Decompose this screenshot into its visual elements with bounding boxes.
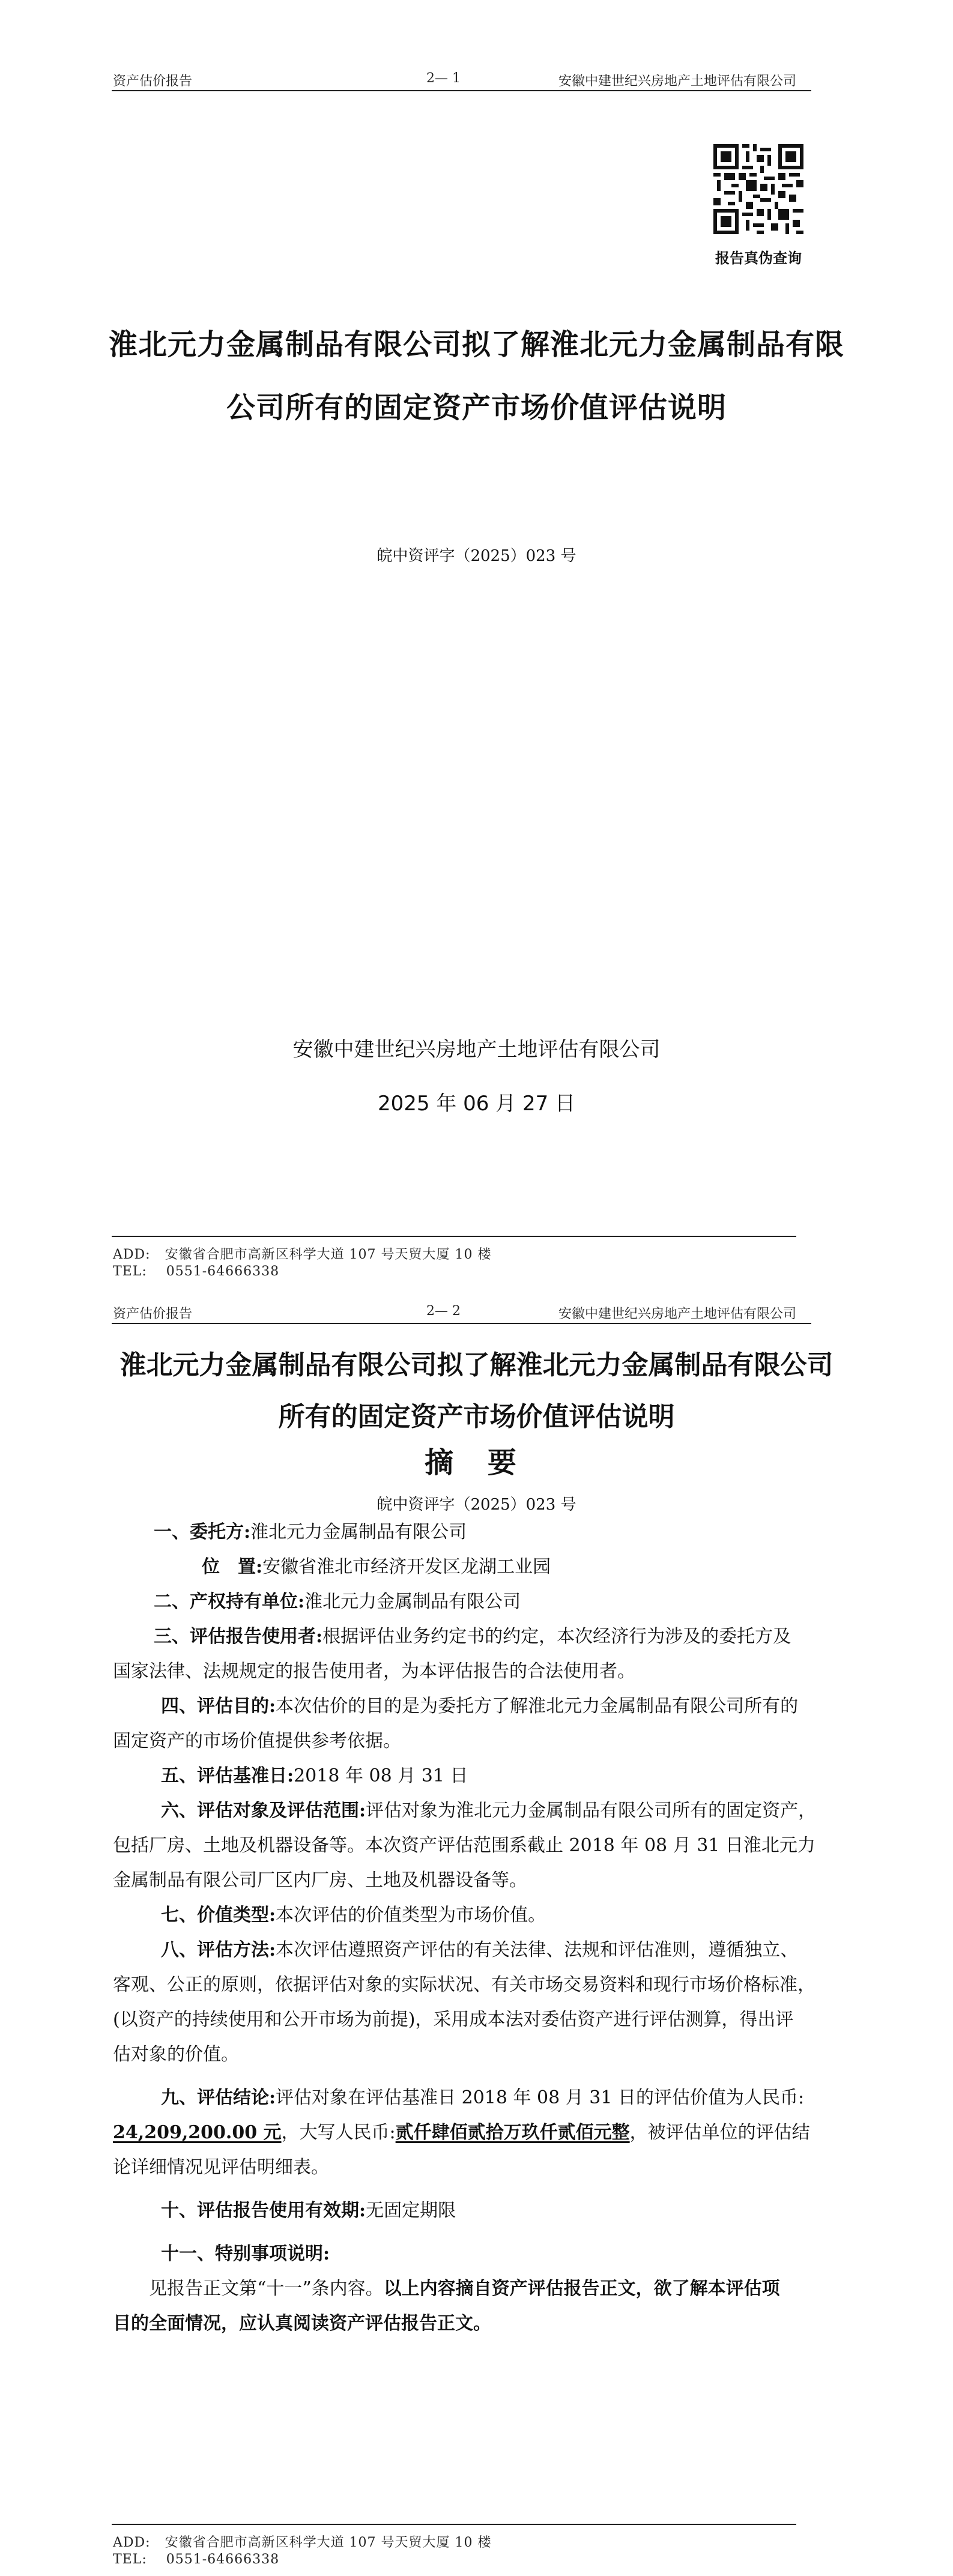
section-conclusion <box>113 2081 841 2185</box>
header-left: 资产估价报告 <box>113 74 193 89</box>
footer-address-value: 安徽省合肥市高新区科学大道 107 号天贸大厦 10 楼 <box>165 1247 492 1262</box>
footer-tel-label: TEL: <box>113 1264 147 1279</box>
summary-report-number: 皖中资评字（2025）023 号 <box>377 1496 576 1514</box>
section-label: 二、产权持有单位: <box>154 1591 305 1612</box>
section-client <box>113 1515 841 1550</box>
section-text-line: 见报告正文第“十一”条内容。 <box>149 2278 384 2299</box>
footer-tel-value: 0551-64666338 <box>166 2552 280 2567</box>
section-text-line: 论详细情况见评估明细表。 <box>113 2157 329 2178</box>
summary-heading: 摘 要 <box>425 1446 528 1480</box>
section-text-line: 固定资产的市场价值提供参考依据。 <box>113 1731 401 1752</box>
section-text-line: 评估对象为淮北元力金属制品有限公司所有的固定资产， <box>366 1800 817 1821</box>
header-left: 资产估价报告 <box>113 1307 193 1322</box>
footer-address <box>113 2532 492 2551</box>
section-label: 一、委托方: <box>154 1522 251 1543</box>
section-text-line: 金属制品有限公司厂区内厂房、土地及机器设备等。 <box>113 1870 527 1891</box>
section-text-line-bold: 以上内容摘自资产评估报告正文，欲了解本评估项 <box>383 2278 780 2299</box>
section-text-line: 包括厂房、土地及机器设备等。本次资产评估范围系截止 2018 年 08 月 31 日淮北元力 <box>113 1835 815 1856</box>
footer-address-label: ADD: <box>113 1247 151 1262</box>
section-value: 淮北元力金属制品有限公司 <box>250 1522 467 1543</box>
section-special-matters-text <box>113 2272 841 2341</box>
footer-tel-value: 0551-64666338 <box>166 1264 280 1279</box>
section-owner <box>113 1585 841 1619</box>
section-text: ，被评估单位的评估结 <box>629 2122 810 2143</box>
header-page-number: 2— 2 <box>426 1304 461 1319</box>
valuation-amount: 24,209,200.00 元 <box>113 2122 282 2143</box>
section-text-line: 根据评估业务约定书的约定，本次经济行为涉及的委托方及 <box>322 1626 791 1647</box>
section-label: 五、评估基准日: <box>161 1765 294 1786</box>
summary-title-line-2: 所有的固定资产市场价值评估说明 <box>278 1401 675 1432</box>
footer-address <box>113 1244 492 1263</box>
section-label: 三、评估报告使用者: <box>154 1626 323 1647</box>
section-label: 九、评估结论: <box>161 2087 276 2108</box>
cover-title-line-2: 公司所有的固定资产市场价值评估说明 <box>226 391 727 425</box>
footer-telephone <box>113 2552 279 2567</box>
section-special-matters <box>113 2237 841 2272</box>
footer-address-value: 安徽省合肥市高新区科学大道 107 号天贸大厦 10 楼 <box>165 2535 492 2550</box>
header-rule <box>112 1323 811 1324</box>
footer-telephone <box>113 1264 279 1279</box>
section-value: 本次评估的价值类型为市场价值。 <box>276 1905 546 1926</box>
footer-address-label: ADD: <box>113 2535 151 2550</box>
page-2-summary <box>0 1288 953 2576</box>
section-text-line: 本次评估遵照资产评估的有关法律、法规和评估准则，遵循独立、 <box>276 1940 799 1961</box>
section-purpose <box>113 1689 841 1759</box>
section-label: 八、评估方法: <box>161 1940 276 1961</box>
section-value: 淮北元力金属制品有限公司 <box>304 1591 521 1612</box>
section-text-line: 评估对象在评估基准日 2018 年 08 月 31 日的评估价值为人民币: <box>276 2087 805 2108</box>
section-method <box>113 1933 841 2072</box>
header-page-number: 2— 1 <box>426 71 461 86</box>
section-text-line: 客观、公正的原则，依据评估对象的实际状况、有关市场交易资料和现行市场价格标准， <box>113 1974 815 1995</box>
section-text-line: 国家法律、法规规定的报告使用者，为本评估报告的合法使用者。 <box>113 1661 635 1682</box>
section-text-line: 本次估价的目的是为委托方了解淮北元力金属制品有限公司所有的 <box>276 1696 799 1717</box>
section-label: 十一、特别事项说明: <box>161 2243 330 2264</box>
section-scope <box>113 1794 841 1898</box>
footer-tel-label: TEL: <box>113 2552 147 2567</box>
cover-report-number: 皖中资评字（2025）023 号 <box>377 547 576 565</box>
header-rule <box>112 90 811 91</box>
qr-code-icon[interactable] <box>713 144 803 234</box>
section-text-line-bold: 目的全面情况，应认真阅读资产评估报告正文。 <box>113 2313 491 2334</box>
footer-rule <box>112 2524 796 2525</box>
cover-date: 2025 年 06 月 27 日 <box>377 1092 576 1116</box>
header-right: 安徽中建世纪兴房地产土地评估有限公司 <box>558 1307 797 1322</box>
section-label: 四、评估目的: <box>161 1696 276 1717</box>
section-text-line: 估对象的价值。 <box>113 2044 239 2065</box>
summary-title-line-1: 淮北元力金属制品有限公司拟了解淮北元力金属制品有限公司 <box>120 1350 833 1380</box>
section-base-date <box>113 1759 841 1794</box>
summary-body <box>113 1515 841 2341</box>
section-text: ，大写人民币: <box>281 2122 396 2143</box>
section-validity <box>113 2194 841 2228</box>
valuation-amount-uppercase: 贰仟肆佰贰拾万玖仟贰佰元整 <box>395 2122 630 2143</box>
section-text-line: (以资产的持续使用和公开市场为前提)，采用成本法对委估资产进行评估测算，得出评 <box>113 2009 794 2030</box>
section-label: 位 置: <box>202 1556 263 1577</box>
section-value: 无固定期限 <box>366 2200 456 2221</box>
section-value: 2018 年 08 月 31 日 <box>294 1765 468 1786</box>
header-right: 安徽中建世纪兴房地产土地评估有限公司 <box>558 74 797 89</box>
cover-title-line-1: 淮北元力金属制品有限公司拟了解淮北元力金属制品有限 <box>108 328 844 361</box>
footer-rule <box>112 1236 796 1237</box>
section-value-type <box>113 1898 841 1933</box>
section-label: 七、价值类型: <box>161 1905 276 1926</box>
section-users <box>113 1619 841 1689</box>
section-location <box>113 1550 841 1585</box>
section-label: 十、评估报告使用有效期: <box>161 2200 366 2221</box>
qr-verify-label: 报告真伪查询 <box>715 250 802 267</box>
section-value: 安徽省淮北市经济开发区龙湖工业园 <box>262 1556 551 1577</box>
cover-company-name: 安徽中建世纪兴房地产土地评估有限公司 <box>292 1038 661 1062</box>
section-label: 六、评估对象及评估范围: <box>161 1800 366 1821</box>
